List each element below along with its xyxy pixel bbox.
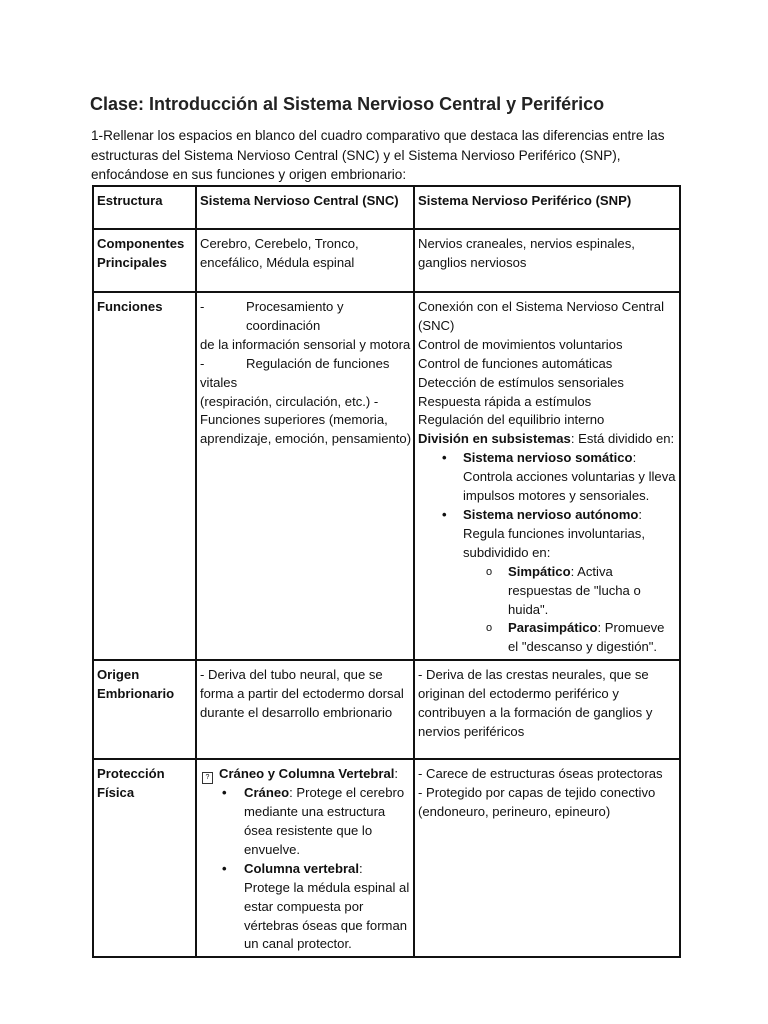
columna-text: : Protege la médula espinal al estar compuesta por vértebras óseas que forman un canal protector. xyxy=(244,860,410,952)
list-item xyxy=(200,860,412,955)
autonomo-sublist xyxy=(418,563,678,658)
columna-label: Columna vertebral xyxy=(244,860,359,876)
snp-line: Regulación del equilibrio interno xyxy=(418,412,605,428)
header-snp: Sistema Nervioso Periférico (SNP) xyxy=(414,186,680,229)
header-row xyxy=(93,186,680,229)
item-text-cont: de la información sensorial y motora xyxy=(200,336,411,352)
simpatico-label: Simpático xyxy=(508,563,571,579)
componentes-snp: Nervios craneales, nervios espinales, ganglios nerviosos xyxy=(414,229,680,292)
list-item xyxy=(418,449,678,506)
row-proteccion xyxy=(93,759,680,957)
origen-snp: - Deriva de las crestas neurales, que se originan del ectodermo periférico y contribuyen a la formación de ganglios y nervios periféricos xyxy=(414,660,680,759)
snp-line: Control de movimientos voluntarios xyxy=(418,336,623,352)
somatico-text: : Controla acciones voluntarias y lleva impulsos motores y sensoriales. xyxy=(463,450,676,504)
label-funciones: Funciones xyxy=(93,292,196,660)
division-label: División en subsistemas xyxy=(418,431,571,447)
row-funciones xyxy=(93,292,680,660)
page-title: Clase: Introducción al Sistema Nervioso Central y Periférico xyxy=(90,94,605,114)
missing-glyph-icon: ? xyxy=(202,772,213,784)
list-item xyxy=(200,784,412,860)
label-origen: Origen Embrionario xyxy=(93,660,196,759)
parasimpatico-label: Parasimpático xyxy=(508,620,598,636)
craneo-text: : Protege el cerebro mediante una estructura ósea resistente que lo envuelve. xyxy=(244,785,405,857)
list-item xyxy=(418,506,678,563)
funciones-snc xyxy=(196,292,414,660)
dash: - xyxy=(200,299,205,314)
label-proteccion: Protección Física xyxy=(93,759,196,957)
proteccion-snc xyxy=(196,759,414,957)
funciones-snc-item xyxy=(200,355,412,374)
header-estructura: Estructura xyxy=(93,186,196,229)
list-item xyxy=(418,619,678,657)
funciones-snp xyxy=(414,292,680,660)
heading-text: Cráneo y Columna Vertebral xyxy=(219,766,395,782)
parasimpatico-text: : Promueve el "descanso y digestión". xyxy=(508,620,665,655)
item-text-cont: vitales xyxy=(200,374,238,390)
snp-line: Conexión con el Sistema Nervioso Central (SNC) xyxy=(418,299,664,333)
comparison-table xyxy=(92,185,681,958)
proteccion-list xyxy=(200,784,412,954)
instructions: 1-Rellenar los espacios en blanco del cuadro comparativo que destaca las diferencias entre las estructuras del Sistema Nervioso Central (SNC) y el Sistema Nervioso Periférico (SNP), enfocándose en sus funciones y origen embrionario: xyxy=(91,128,665,182)
origen-snc: - Deriva del tubo neural, que se forma a partir del ectodermo dorsal durante el desarrollo embrionario xyxy=(196,660,414,759)
subsystem-list xyxy=(418,449,678,562)
autonomo-text: : Regula funciones involuntarias, subdividido en: xyxy=(463,506,645,560)
proteccion-snp xyxy=(414,759,680,957)
item-text: (respiración, circulación, etc.) - Funciones superiores (memoria, aprendizaje, emoción, pensamiento) xyxy=(200,393,412,447)
row-origen xyxy=(93,660,680,759)
funciones-snc-item xyxy=(200,298,412,336)
autonomo-label: Sistema nervioso autónomo xyxy=(463,506,639,522)
label-componentes: Componentes Principales xyxy=(93,229,196,292)
division-text: : Está dividido en: xyxy=(570,431,675,447)
item-text: Procesamiento y coordinación xyxy=(246,299,344,333)
division-line xyxy=(418,430,678,449)
snp-line: - Protegido por capas de tejido conectivo (endoneuro, perineuro, epineuro) xyxy=(418,785,656,820)
proteccion-heading xyxy=(200,765,412,784)
item-text: Regulación de funciones xyxy=(246,355,390,371)
componentes-snc: Cerebro, Cerebelo, Tronco, encefálico, Médula espinal xyxy=(196,229,414,292)
list-item xyxy=(418,563,678,620)
snp-line: Control de funciones automáticas xyxy=(418,355,613,371)
snp-line: - Carece de estructuras óseas protectoras xyxy=(418,766,663,782)
heading-colon: : xyxy=(394,766,399,782)
snp-line: Respuesta rápida a estímulos xyxy=(418,393,592,409)
snp-line: Detección de estímulos sensoriales xyxy=(418,374,624,390)
row-componentes xyxy=(93,229,680,292)
somatico-label: Sistema nervioso somático xyxy=(463,450,633,466)
simpatico-text: : Activa respuestas de "lucha o huida". xyxy=(508,563,641,617)
header-snc: Sistema Nervioso Central (SNC) xyxy=(196,186,414,229)
craneo-label: Cráneo xyxy=(244,785,290,801)
dash: - xyxy=(200,355,205,371)
